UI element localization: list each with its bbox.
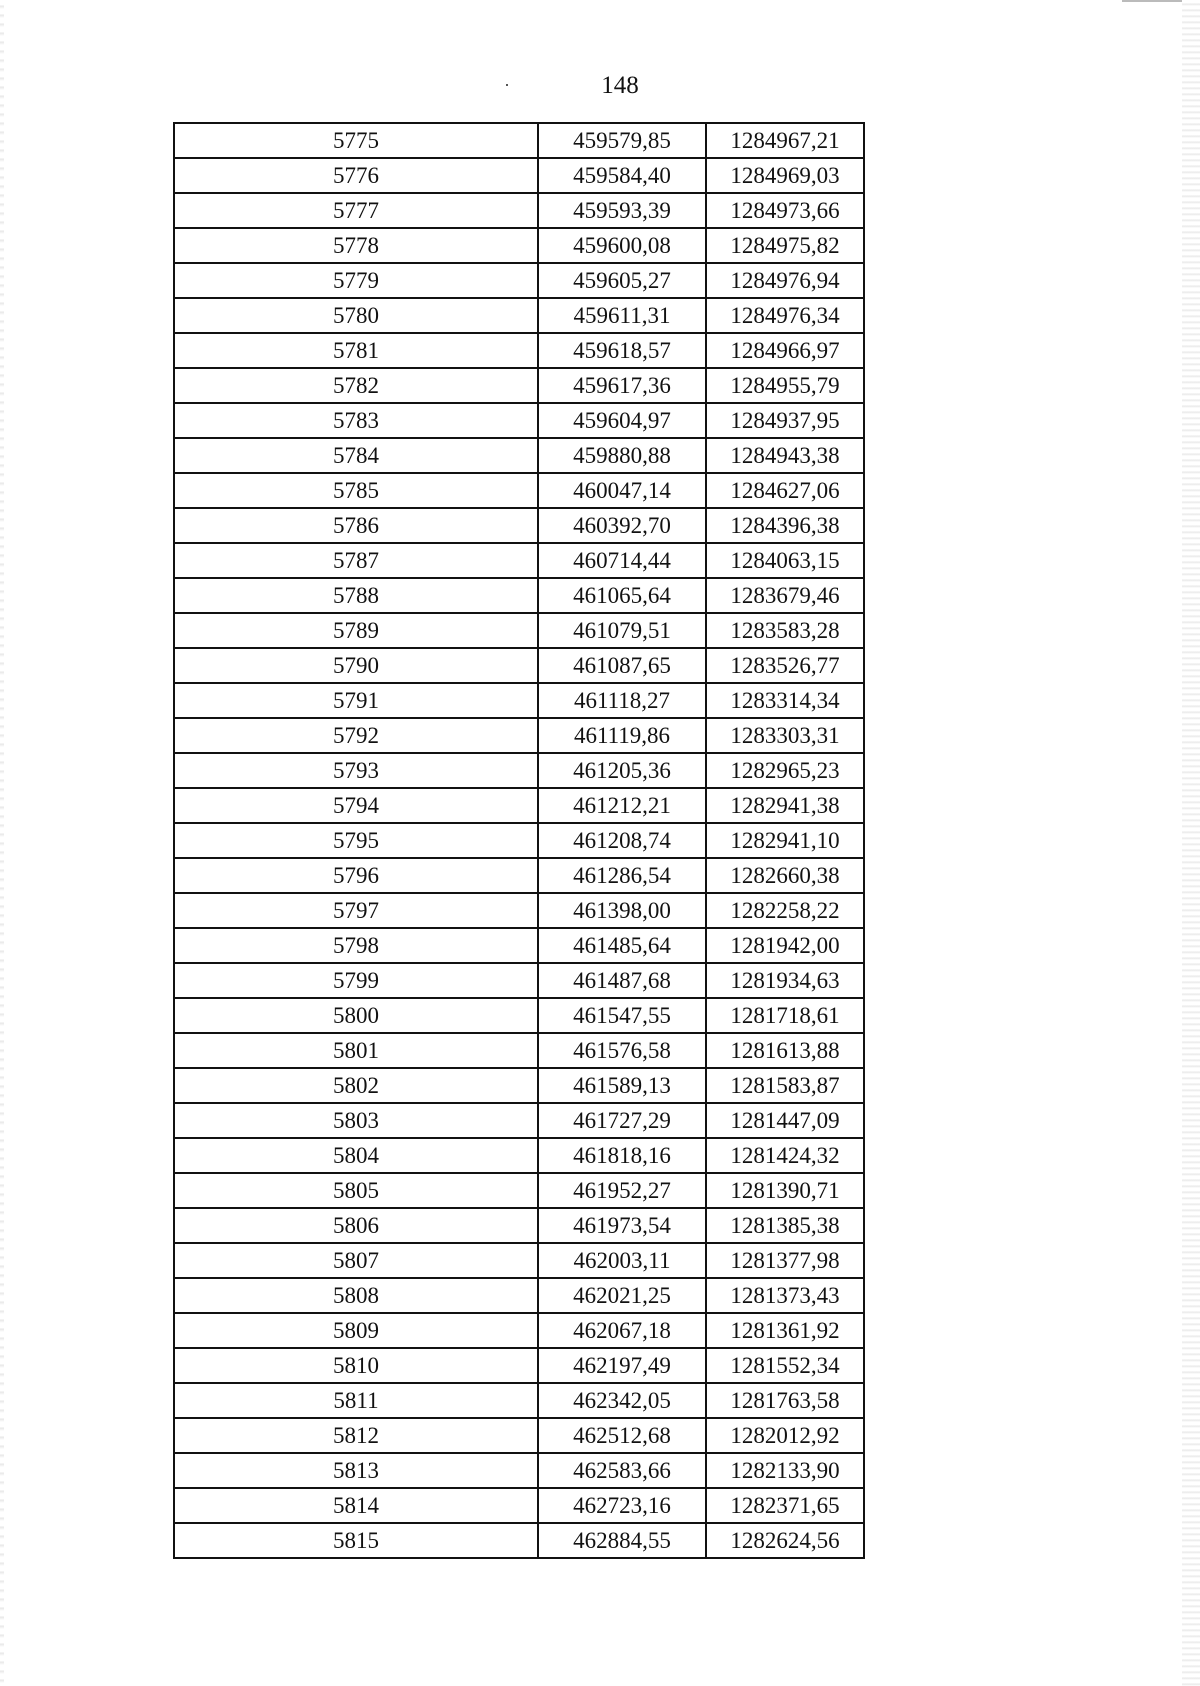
table-row [174,228,864,263]
y-coordinate-cell: 1284937,95 [706,403,864,438]
x-coordinate-cell: 461727,29 [538,1103,706,1138]
point-number-cell: 5803 [174,1103,538,1138]
y-coordinate-cell: 1281613,88 [706,1033,864,1068]
y-coordinate-cell: 1281583,87 [706,1068,864,1103]
y-coordinate-cell: 1281361,92 [706,1313,864,1348]
y-coordinate-cell: 1284969,03 [706,158,864,193]
y-coordinate-cell: 1281377,98 [706,1243,864,1278]
x-coordinate-cell: 461065,64 [538,578,706,613]
point-number-cell: 5807 [174,1243,538,1278]
point-number-cell: 5801 [174,1033,538,1068]
y-coordinate-cell: 1282012,92 [706,1418,864,1453]
y-coordinate-cell: 1283526,77 [706,648,864,683]
table-row [174,1453,864,1488]
point-number-cell: 5809 [174,1313,538,1348]
x-coordinate-cell: 462021,25 [538,1278,706,1313]
table-row [174,613,864,648]
x-coordinate-cell: 459617,36 [538,368,706,403]
y-coordinate-cell: 1282965,23 [706,753,864,788]
y-coordinate-cell: 1281718,61 [706,998,864,1033]
table-row [174,578,864,613]
point-number-cell: 5797 [174,893,538,928]
x-coordinate-cell: 462342,05 [538,1383,706,1418]
table-row [174,1173,864,1208]
point-number-cell: 5785 [174,473,538,508]
x-coordinate-cell: 459600,08 [538,228,706,263]
point-number-cell: 5815 [174,1523,538,1558]
x-coordinate-cell: 462884,55 [538,1523,706,1558]
x-coordinate-cell: 460714,44 [538,543,706,578]
point-number-cell: 5787 [174,543,538,578]
y-coordinate-cell: 1284967,21 [706,123,864,158]
y-coordinate-cell: 1281934,63 [706,963,864,998]
x-coordinate-cell: 460047,14 [538,473,706,508]
x-coordinate-cell: 459611,31 [538,298,706,333]
y-coordinate-cell: 1284943,38 [706,438,864,473]
point-number-cell: 5794 [174,788,538,823]
x-coordinate-cell: 461973,54 [538,1208,706,1243]
table-row [174,1138,864,1173]
x-coordinate-cell: 459584,40 [538,158,706,193]
table-row [174,823,864,858]
point-number-cell: 5814 [174,1488,538,1523]
table-row [174,1033,864,1068]
table-row [174,403,864,438]
y-coordinate-cell: 1281942,00 [706,928,864,963]
y-coordinate-cell: 1281390,71 [706,1173,864,1208]
table-row [174,1488,864,1523]
point-number-cell: 5781 [174,333,538,368]
x-coordinate-cell: 459880,88 [538,438,706,473]
y-coordinate-cell: 1281373,43 [706,1278,864,1313]
page-number: 148 [601,72,639,99]
x-coordinate-cell: 460392,70 [538,508,706,543]
x-coordinate-cell: 459593,39 [538,193,706,228]
scan-top-mark [1122,0,1182,2]
point-number-cell: 5783 [174,403,538,438]
point-number-cell: 5805 [174,1173,538,1208]
y-coordinate-cell: 1284976,94 [706,263,864,298]
point-number-cell: 5793 [174,753,538,788]
table-row [174,998,864,1033]
point-number-cell: 5795 [174,823,538,858]
table-row [174,1348,864,1383]
table-row [174,1068,864,1103]
table-row [174,368,864,403]
table-row [174,648,864,683]
table-row [174,928,864,963]
point-number-cell: 5789 [174,613,538,648]
scan-speck [506,84,508,86]
y-coordinate-cell: 1281447,09 [706,1103,864,1138]
y-coordinate-cell: 1283583,28 [706,613,864,648]
point-number-cell: 5799 [174,963,538,998]
x-coordinate-cell: 461087,65 [538,648,706,683]
coordinates-table [173,122,865,1559]
point-number-cell: 5792 [174,718,538,753]
x-coordinate-cell: 461398,00 [538,893,706,928]
y-coordinate-cell: 1284627,06 [706,473,864,508]
table-row [174,1523,864,1558]
x-coordinate-cell: 462067,18 [538,1313,706,1348]
table-row [174,753,864,788]
table-row [174,1208,864,1243]
point-number-cell: 5777 [174,193,538,228]
point-number-cell: 5779 [174,263,538,298]
y-coordinate-cell: 1283314,34 [706,683,864,718]
x-coordinate-cell: 459605,27 [538,263,706,298]
table-row [174,1313,864,1348]
point-number-cell: 5780 [174,298,538,333]
point-number-cell: 5790 [174,648,538,683]
table-row [174,718,864,753]
y-coordinate-cell: 1281385,38 [706,1208,864,1243]
y-coordinate-cell: 1281424,32 [706,1138,864,1173]
point-number-cell: 5776 [174,158,538,193]
x-coordinate-cell: 461079,51 [538,613,706,648]
x-coordinate-cell: 459579,85 [538,123,706,158]
table-row [174,788,864,823]
x-coordinate-cell: 461119,86 [538,718,706,753]
point-number-cell: 5804 [174,1138,538,1173]
coordinates-table-body [174,123,864,1558]
y-coordinate-cell: 1284955,79 [706,368,864,403]
y-coordinate-cell: 1282258,22 [706,893,864,928]
point-number-cell: 5808 [174,1278,538,1313]
x-coordinate-cell: 459604,97 [538,403,706,438]
y-coordinate-cell: 1282941,38 [706,788,864,823]
table-row [174,1383,864,1418]
x-coordinate-cell: 461208,74 [538,823,706,858]
scan-left-edge [0,0,4,1686]
y-coordinate-cell: 1282371,65 [706,1488,864,1523]
y-coordinate-cell: 1284973,66 [706,193,864,228]
point-number-cell: 5798 [174,928,538,963]
y-coordinate-cell: 1282624,56 [706,1523,864,1558]
y-coordinate-cell: 1282133,90 [706,1453,864,1488]
table-row [174,438,864,473]
table-row [174,508,864,543]
y-coordinate-cell: 1283679,46 [706,578,864,613]
table-row [174,543,864,578]
x-coordinate-cell: 461286,54 [538,858,706,893]
point-number-cell: 5791 [174,683,538,718]
y-coordinate-cell: 1284966,97 [706,333,864,368]
table-row [174,1103,864,1138]
point-number-cell: 5782 [174,368,538,403]
x-coordinate-cell: 461118,27 [538,683,706,718]
table-row [174,193,864,228]
table-row [174,1243,864,1278]
x-coordinate-cell: 461212,21 [538,788,706,823]
x-coordinate-cell: 462512,68 [538,1418,706,1453]
scan-right-edge [1182,0,1200,1686]
x-coordinate-cell: 461205,36 [538,753,706,788]
x-coordinate-cell: 461589,13 [538,1068,706,1103]
point-number-cell: 5784 [174,438,538,473]
y-coordinate-cell: 1284063,15 [706,543,864,578]
table-row [174,158,864,193]
point-number-cell: 5796 [174,858,538,893]
x-coordinate-cell: 461485,64 [538,928,706,963]
y-coordinate-cell: 1284396,38 [706,508,864,543]
point-number-cell: 5806 [174,1208,538,1243]
point-number-cell: 5778 [174,228,538,263]
point-number-cell: 5810 [174,1348,538,1383]
point-number-cell: 5786 [174,508,538,543]
table-row [174,333,864,368]
table-row [174,123,864,158]
x-coordinate-cell: 459618,57 [538,333,706,368]
x-coordinate-cell: 461576,58 [538,1033,706,1068]
point-number-cell: 5813 [174,1453,538,1488]
table-row [174,858,864,893]
x-coordinate-cell: 461952,27 [538,1173,706,1208]
y-coordinate-cell: 1284975,82 [706,228,864,263]
table-row [174,963,864,998]
point-number-cell: 5775 [174,123,538,158]
table-row [174,263,864,298]
x-coordinate-cell: 461547,55 [538,998,706,1033]
table-row [174,893,864,928]
x-coordinate-cell: 462583,66 [538,1453,706,1488]
point-number-cell: 5802 [174,1068,538,1103]
point-number-cell: 5788 [174,578,538,613]
y-coordinate-cell: 1283303,31 [706,718,864,753]
point-number-cell: 5812 [174,1418,538,1453]
table-row [174,683,864,718]
table-row [174,473,864,508]
x-coordinate-cell: 462197,49 [538,1348,706,1383]
y-coordinate-cell: 1282660,38 [706,858,864,893]
table-row [174,1418,864,1453]
table-row [174,1278,864,1313]
point-number-cell: 5811 [174,1383,538,1418]
x-coordinate-cell: 461818,16 [538,1138,706,1173]
y-coordinate-cell: 1284976,34 [706,298,864,333]
y-coordinate-cell: 1282941,10 [706,823,864,858]
table-row [174,298,864,333]
y-coordinate-cell: 1281763,58 [706,1383,864,1418]
x-coordinate-cell: 461487,68 [538,963,706,998]
point-number-cell: 5800 [174,998,538,1033]
y-coordinate-cell: 1281552,34 [706,1348,864,1383]
x-coordinate-cell: 462723,16 [538,1488,706,1523]
x-coordinate-cell: 462003,11 [538,1243,706,1278]
